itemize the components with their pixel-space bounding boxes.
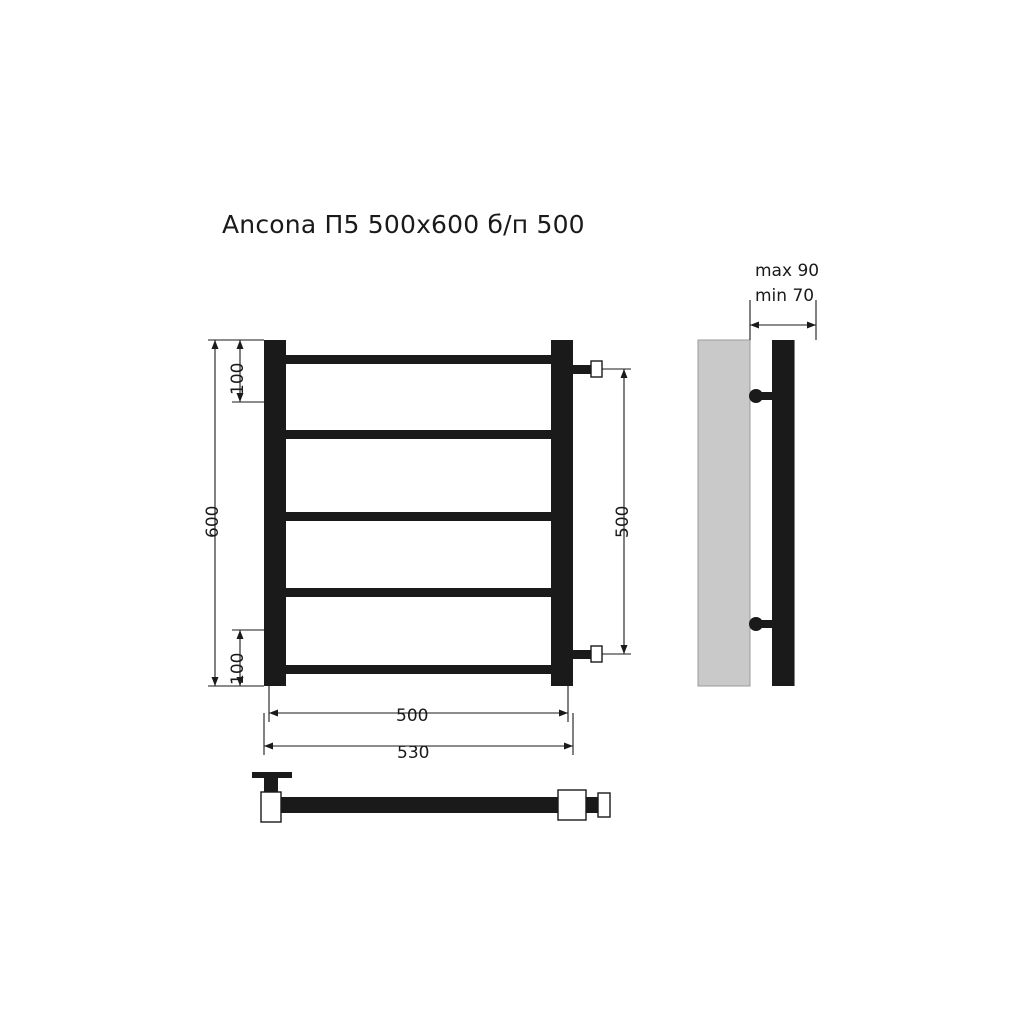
arrow-100-bottom-a xyxy=(237,630,244,639)
arrow-500-vert-bottom xyxy=(621,645,628,654)
dim-label-top-offset: 100 xyxy=(228,362,248,395)
dim-label-min-depth: min 70 xyxy=(755,286,815,306)
rung-2 xyxy=(286,430,551,439)
rung-4 xyxy=(286,588,551,597)
dim-label-outer-width: 530 xyxy=(397,743,430,763)
detail-flange xyxy=(252,772,292,778)
detail-neck xyxy=(264,778,278,792)
arrow-600-top xyxy=(212,340,219,349)
detail-view-group xyxy=(252,772,610,822)
arrow-500-horiz-left xyxy=(269,710,278,717)
left-vertical-post xyxy=(264,340,286,686)
arrow-depth-right xyxy=(807,322,816,329)
rung-3 xyxy=(286,512,551,521)
dim-label-bottom-offset: 100 xyxy=(228,652,248,685)
connector-bottom-cap xyxy=(591,646,602,662)
side-mount-bottom xyxy=(749,617,763,631)
side-mount-top xyxy=(749,389,763,403)
detail-end-nub xyxy=(586,797,598,813)
rung-1 xyxy=(286,355,551,364)
detail-end-cap xyxy=(598,793,610,817)
detail-end-fitting xyxy=(558,790,586,820)
dim-label-connector-spacing: 500 xyxy=(613,505,633,538)
arrow-530-left xyxy=(264,743,273,750)
side-view-group xyxy=(698,300,816,686)
front-view-group xyxy=(232,340,602,686)
arrow-530-right xyxy=(564,743,573,750)
arrow-600-bottom xyxy=(212,677,219,686)
connector-top-cap xyxy=(591,361,602,377)
detail-socket xyxy=(261,792,281,822)
wall-block xyxy=(698,340,750,686)
arrow-500-vert-top xyxy=(621,369,628,378)
arrow-500-horiz-right xyxy=(559,710,568,717)
right-vertical-post xyxy=(551,340,573,686)
page-title: Ancona П5 500x600 б/п 500 xyxy=(222,210,585,239)
side-vertical-post xyxy=(772,340,794,686)
detail-tube xyxy=(281,797,558,813)
arrow-100-top-a xyxy=(237,340,244,349)
connector-bottom xyxy=(573,650,591,659)
connector-top xyxy=(573,365,591,374)
dim-label-max-depth: max 90 xyxy=(755,261,820,281)
rung-5 xyxy=(286,665,551,674)
arrow-depth-left xyxy=(750,322,759,329)
dim-label-total-height: 600 xyxy=(203,505,223,538)
dim-label-inner-width: 500 xyxy=(396,706,429,726)
